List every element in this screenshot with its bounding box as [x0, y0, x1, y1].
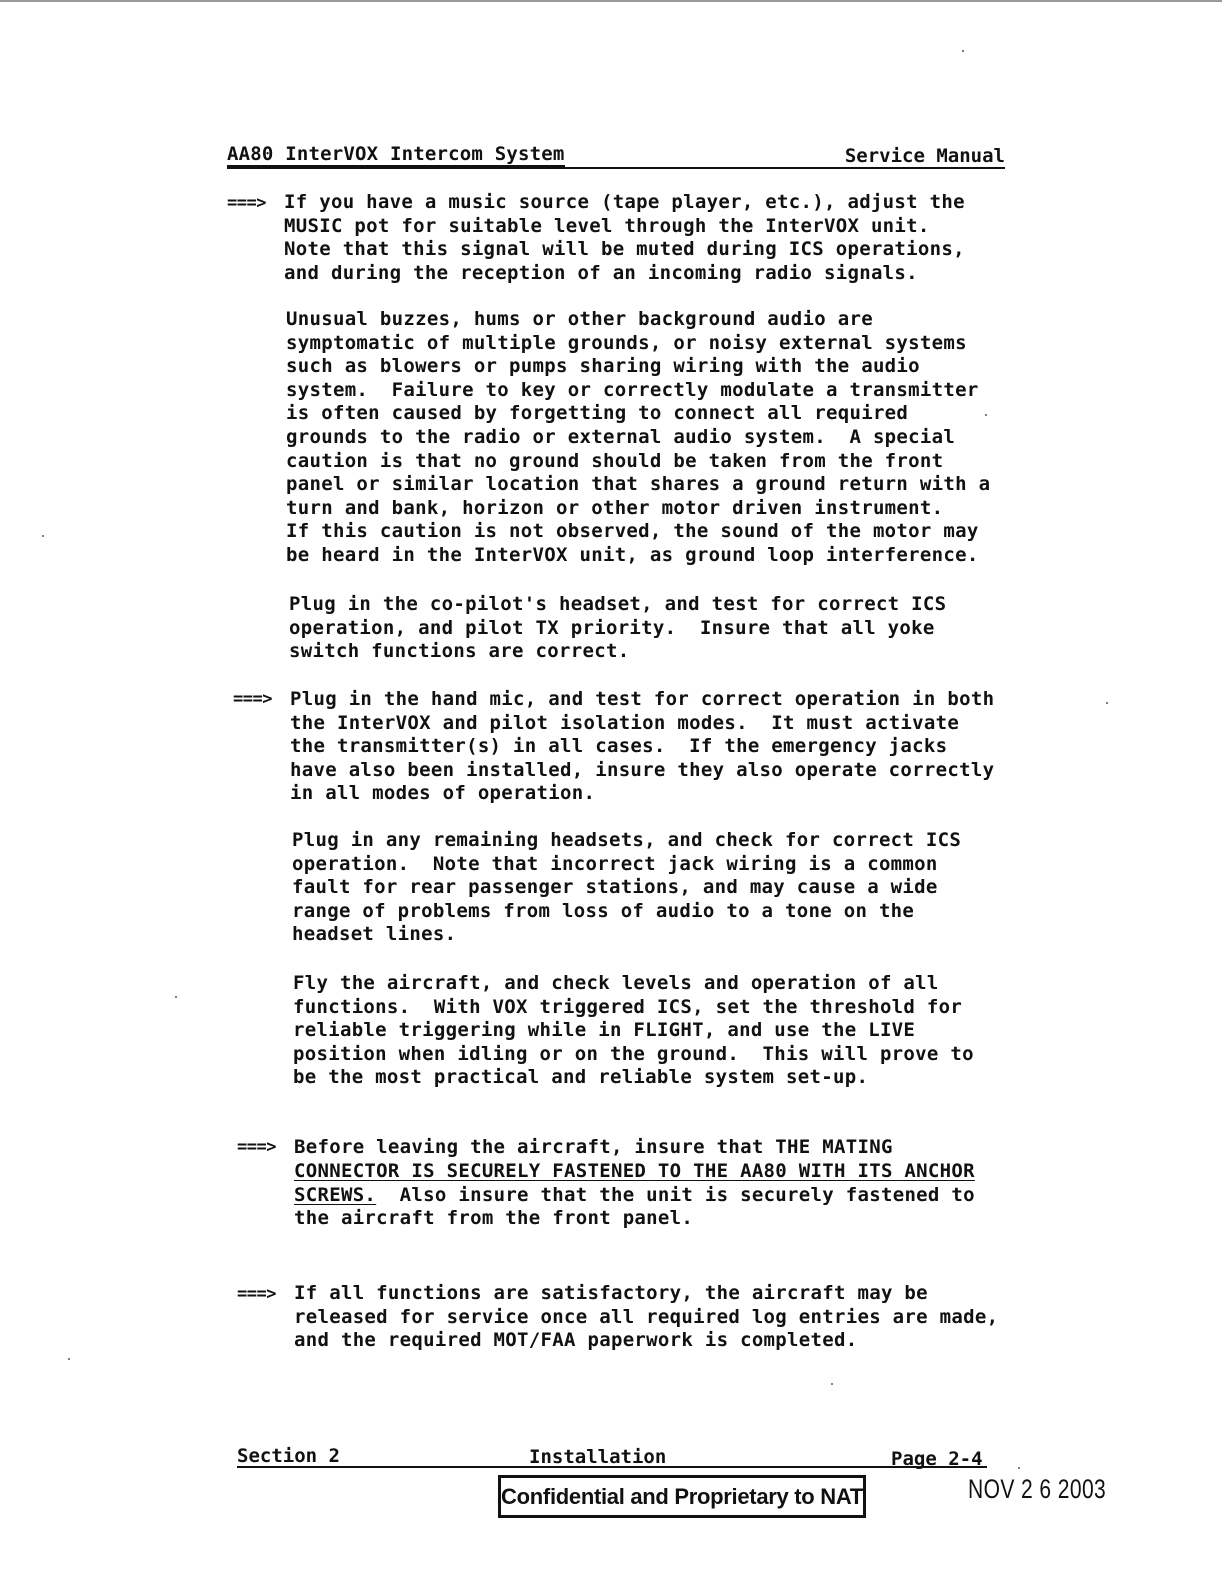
page-edge [0, 0, 1222, 2]
header-title: AA80 InterVOX Intercom System [227, 143, 565, 165]
paragraph-line: the aircraft from the front panel. [294, 1207, 694, 1229]
paragraph-hand-mic: Plug in the hand mic, and test for correct operation in both the InterVOX and pilot isolation modes. It must activate the transmitter(s) in all cases. If the emergency jacks have also been installed, insure they also operate correctly in all modes of operation. [290, 688, 995, 805]
change-marker: ===> [237, 1137, 276, 1157]
confidential-stamp: Confidential and Proprietary to NAT [498, 1475, 866, 1518]
paragraph-copilot-headset: Plug in the co-pilot's headset, and test for correct ICS operation, and pilot TX priority. Insure that all yoke switch functions are correct. [289, 593, 947, 663]
scan-speck [1106, 702, 1108, 704]
page-header [227, 143, 1005, 169]
paragraph-line [294, 1184, 975, 1208]
scan-speck [962, 50, 964, 52]
scan-speck [1018, 1467, 1020, 1469]
paragraph-music-source: If you have a music source (tape player, etc.), adjust the MUSIC pot for suitable level through the InterVOX unit. Note that this signal will be muted during ICS operations, and during the reception of an incoming radio signals. [284, 191, 965, 284]
change-marker: ===> [227, 193, 266, 213]
paragraph-grounding: Unusual buzzes, hums or other background audio are symptomatic of multiple grounds, or noisy external systems such as blowers or pumps sharing wiring with the audio system. Failure to key or correctly modulate a transmitter is often caused by forgetting to connect all required grounds to the radio or external audio system. A special caution is that no ground should be taken from the front panel or similar location that shares a ground return with a turn and bank, horizon or other motor driven instrument. If this caution is not observed, the sound of the motor may be heard in the InterVOX unit, as ground loop interference. [286, 308, 991, 566]
paragraph-line-underlined: CONNECTOR IS SECURELY FASTENED TO THE AA80 WITH ITS ANCHOR [294, 1160, 975, 1182]
scan-speck [175, 996, 177, 998]
footer-title: Installation [529, 1446, 667, 1468]
paragraph-remaining-headsets: Plug in any remaining headsets, and check for correct ICS operation. Note that incorrect jack wiring is a common fault for rear passenger stations, and may cause a wide range of problems from loss of audio to a tone on the headset lines. [292, 829, 962, 946]
paragraph-line-rest: Also insure that the unit is securely fastened to [376, 1184, 975, 1206]
footer-page-number: Page 2-4 [891, 1448, 983, 1470]
change-marker: ===> [237, 1284, 276, 1304]
received-date-stamp: NOV 2 6 2003 [968, 1474, 1107, 1504]
footer-section: Section 2 [237, 1445, 340, 1467]
header-doc-type: Service Manual [844, 145, 1005, 167]
scan-speck [831, 1383, 833, 1385]
underlined-word: SCREWS. [294, 1184, 377, 1206]
scan-speck [68, 1358, 70, 1360]
change-marker: ===> [233, 689, 272, 709]
scan-speck [985, 414, 987, 416]
paragraph-release: If all functions are satisfactory, the aircraft may be released for service once all required log entries are made, and the required MOT/FAA paperwork is completed. [294, 1282, 999, 1352]
paragraph-flight-test: Fly the aircraft, and check levels and operation of all functions. With VOX triggered ICS, set the threshold for reliable triggering while in FLIGHT, and use the LIVE position when idling or on the ground. This will prove to be the most practical and reliable system set-up. [293, 972, 974, 1089]
paragraph-line: Before leaving the aircraft, insure that THE MATING [294, 1136, 893, 1158]
scan-speck [42, 535, 44, 537]
